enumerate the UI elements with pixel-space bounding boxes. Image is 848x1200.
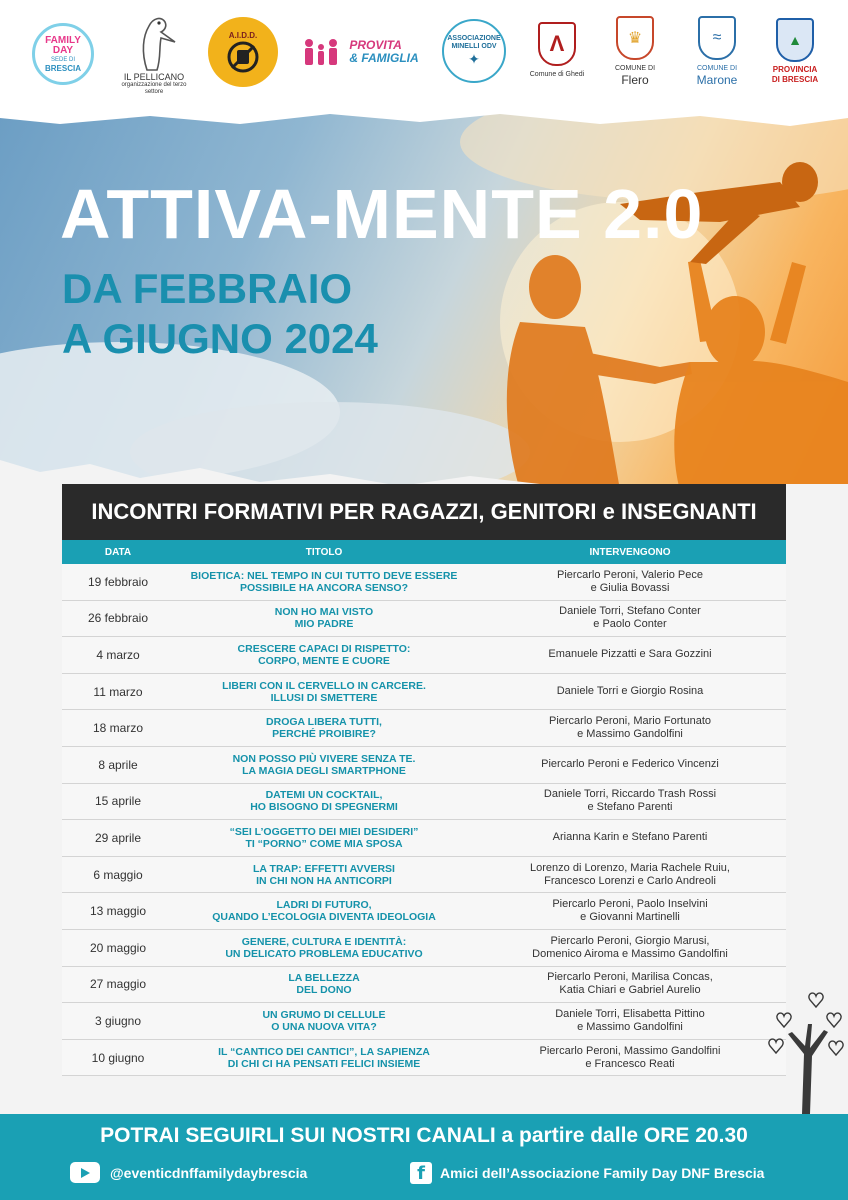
footer-announcement: POTRAI SEGUIRLI SUI NOSTRI CANALI a partire dalle ORE 20.30 bbox=[100, 1124, 748, 1147]
row-date: 6 maggio bbox=[93, 867, 143, 882]
marone-line2: Marone bbox=[696, 72, 738, 87]
provita-logo bbox=[298, 30, 422, 74]
row-title bbox=[174, 1046, 474, 1070]
marone-logo bbox=[684, 8, 750, 94]
row-title-line1: UN GRUMO DI CELLULE bbox=[262, 1008, 386, 1021]
row-title-line1: LIBERI CON IL CERVELLO IN CARCERE. bbox=[222, 679, 426, 692]
row-speakers-line2: Domenico Airoma e Massimo Gandolfini bbox=[532, 947, 728, 960]
row-speakers-line1: Piercarlo Peroni, Paolo Inselvini bbox=[552, 898, 708, 911]
row-speakers-line1: Daniele Torri, Elisabetta Pittino bbox=[555, 1007, 705, 1020]
row-title-line2: ILLUSI DI SMETTERE bbox=[270, 691, 378, 704]
row-title bbox=[174, 936, 474, 960]
row-speakers-line2: e Massimo Gandolfini bbox=[577, 1020, 683, 1033]
row-title-line2: QUANDO L’ECOLOGIA DIVENTA IDEOLOGIA bbox=[212, 911, 436, 924]
row-title bbox=[174, 680, 474, 704]
provincia-line2: DI BRESCIA bbox=[771, 74, 819, 84]
row-speakers bbox=[474, 1008, 786, 1034]
row-title-line2: DEL DONO bbox=[296, 984, 352, 997]
pellicano-logo bbox=[110, 6, 198, 102]
date-range-line1: DA FEBBRAIO bbox=[62, 265, 353, 312]
table-row bbox=[62, 967, 786, 1004]
row-speakers bbox=[474, 569, 786, 595]
ghedi-logo bbox=[524, 8, 590, 94]
row-title-line1: NON HO MAI VISTO bbox=[274, 606, 374, 619]
row-speakers-line1: Daniele Torri, Riccardo Trash Rossi bbox=[543, 788, 717, 801]
header-speakers: INTERVENGONO bbox=[589, 546, 671, 558]
row-date: 19 febbraio bbox=[87, 574, 149, 589]
logos-bar bbox=[0, 0, 848, 112]
row-speakers-line1: Piercarlo Peroni e Federico Vincenzi bbox=[541, 758, 719, 771]
row-speakers bbox=[474, 685, 786, 698]
row-title-line2: MIO PADRE bbox=[294, 618, 354, 631]
row-speakers bbox=[474, 971, 786, 997]
aidd-logo bbox=[207, 14, 279, 90]
row-title-line2: CORPO, MENTE E CUORE bbox=[258, 654, 390, 667]
hero-banner bbox=[0, 112, 848, 490]
row-title-line1: DATEMI UN COCKTAIL, bbox=[265, 789, 383, 802]
row-title-line2: O UNA NUOVA VITA? bbox=[271, 1020, 377, 1033]
table-row bbox=[62, 820, 786, 857]
row-speakers-line2: e Stefano Parenti bbox=[587, 801, 673, 814]
row-speakers bbox=[474, 715, 786, 741]
row-title bbox=[174, 826, 474, 850]
row-date: 8 aprile bbox=[98, 757, 138, 772]
header-date: DATA bbox=[104, 546, 132, 558]
facebook-link[interactable] bbox=[410, 1162, 764, 1184]
row-speakers-line2: e Giulia Bovassi bbox=[590, 581, 670, 594]
row-speakers-line1: Daniele Torri, Stefano Conter bbox=[559, 605, 701, 618]
minelli-line2: MINELLI ODV bbox=[451, 42, 497, 50]
row-date: 13 maggio bbox=[89, 904, 147, 919]
row-title-line1: NON POSSO PIÙ VIVERE SENZA TE. bbox=[232, 752, 416, 765]
row-title-line2: TI “PORNO” COME MIA SPOSA bbox=[245, 837, 403, 850]
row-speakers bbox=[474, 1045, 786, 1071]
family-day-logo bbox=[30, 14, 96, 94]
row-title-line2: POSSIBILE HA ANCORA SENSO? bbox=[239, 581, 408, 594]
row-title bbox=[174, 570, 474, 594]
row-speakers bbox=[474, 898, 786, 924]
table-row bbox=[62, 747, 786, 784]
row-speakers-line1: Daniele Torri e Giorgio Rosina bbox=[556, 685, 704, 698]
marone-crest-icon: ≈ bbox=[698, 16, 736, 60]
row-title bbox=[174, 753, 474, 777]
header-title: TITOLO bbox=[305, 546, 343, 558]
row-speakers-line1: Piercarlo Peroni, Giorgio Marusi, bbox=[550, 934, 710, 947]
table-row bbox=[62, 564, 786, 601]
marone-line1: COMUNE DI bbox=[696, 64, 738, 72]
row-speakers bbox=[474, 788, 786, 814]
family-day-line4: BRESCIA bbox=[44, 63, 81, 73]
row-title-line1: LA TRAP: EFFETTI AVVERSI bbox=[253, 862, 395, 875]
row-speakers-line2: e Paolo Conter bbox=[593, 618, 667, 631]
facebook-icon: f bbox=[410, 1162, 432, 1184]
row-speakers-line2: e Giovanni Martinelli bbox=[580, 911, 680, 924]
row-title bbox=[174, 1009, 474, 1033]
row-date: 10 giugno bbox=[91, 1050, 145, 1065]
row-speakers-line1: Lorenzo di Lorenzo, Maria Rachele Ruiu, bbox=[530, 861, 730, 874]
row-title-line1: LADRI DI FUTURO, bbox=[276, 899, 372, 912]
row-speakers bbox=[474, 605, 786, 631]
row-title bbox=[174, 716, 474, 740]
family-day-line2: DAY bbox=[52, 44, 74, 56]
torn-edge-top bbox=[0, 106, 848, 132]
minelli-line1: ASSOCIAZIONE bbox=[447, 34, 501, 42]
provincia-logo bbox=[762, 8, 828, 94]
row-date: 15 aprile bbox=[94, 794, 142, 809]
pellicano-name: IL PELLICANO bbox=[123, 72, 185, 82]
ghedi-name: Comune di Ghedi bbox=[529, 71, 585, 78]
row-speakers-line1: Piercarlo Peroni, Mario Fortunato bbox=[548, 715, 711, 728]
row-title-line1: BIOETICA: NEL TEMPO IN CUI TUTTO DEVE ESSERE bbox=[190, 569, 458, 582]
row-speakers-line1: Piercarlo Peroni, Marilisa Concas, bbox=[547, 971, 713, 984]
row-date: 29 aprile bbox=[94, 830, 142, 845]
row-speakers-line2: Katia Chiari e Gabriel Aurelio bbox=[559, 984, 701, 997]
table-banner-text: INCONTRI FORMATIVI PER RAGAZZI, GENITORI e INSEGNANTI bbox=[91, 499, 757, 524]
row-date: 3 giugno bbox=[94, 1013, 142, 1028]
row-title-line2: PERCHÉ PROIBIRE? bbox=[272, 728, 376, 741]
youtube-link[interactable] bbox=[70, 1162, 307, 1183]
facebook-page: Amici dell’Associazione Family Day DNF Brescia bbox=[440, 1165, 765, 1181]
row-title-line1: LA BELLEZZA bbox=[288, 972, 360, 985]
family-day-line1: FAMILY bbox=[45, 34, 81, 46]
aidd-name: A.I.D.D. bbox=[228, 30, 258, 40]
table-row bbox=[62, 674, 786, 711]
row-title-line2: HO BISOGNO DI SPEGNERMI bbox=[250, 801, 398, 814]
flero-logo bbox=[604, 8, 666, 94]
table-row bbox=[62, 1003, 786, 1040]
family-icon bbox=[301, 37, 345, 67]
table-header bbox=[62, 540, 786, 564]
row-speakers-line2: Francesco Lorenzi e Carlo Andreoli bbox=[544, 874, 716, 887]
row-title-line1: IL “CANTICO DEI CANTICI”, LA SAPIENZA bbox=[218, 1045, 430, 1058]
table-banner bbox=[62, 484, 786, 540]
row-title bbox=[174, 863, 474, 887]
provita-line1: PROVITA bbox=[349, 38, 402, 52]
provincia-line1: PROVINCIA bbox=[772, 64, 818, 74]
provita-line2: & FAMIGLIA bbox=[349, 51, 419, 65]
provincia-crest-icon: ▲ bbox=[776, 18, 814, 62]
flero-line2: Flero bbox=[621, 72, 649, 87]
row-date: 20 maggio bbox=[89, 940, 147, 955]
row-speakers-line1: Piercarlo Peroni, Valerio Pece bbox=[557, 568, 703, 581]
youtube-handle: @eventicdnffamilydaybrescia bbox=[110, 1164, 308, 1181]
row-speakers-line1: Emanuele Pizzatti e Sara Gozzini bbox=[548, 648, 712, 661]
row-title-line2: UN DELICATO PROBLEMA EDUCATIVO bbox=[225, 947, 423, 960]
table-row bbox=[62, 784, 786, 821]
row-date: 27 maggio bbox=[89, 977, 147, 992]
row-speakers bbox=[474, 831, 786, 844]
row-title bbox=[174, 789, 474, 813]
row-date: 26 febbraio bbox=[87, 611, 149, 626]
row-title bbox=[174, 899, 474, 923]
pellicano-sub: organizzazione del terzo settore bbox=[121, 82, 187, 95]
ghedi-crest-icon: Λ bbox=[538, 22, 576, 66]
row-date: 11 marzo bbox=[93, 684, 143, 699]
schedule-table bbox=[62, 564, 786, 1076]
row-speakers bbox=[474, 648, 786, 661]
dove-icon: ✦ bbox=[468, 50, 480, 67]
row-speakers-line1: Piercarlo Peroni, Massimo Gandolfini bbox=[539, 1044, 721, 1057]
row-title-line1: GENERE, CULTURA E IDENTITÀ: bbox=[241, 935, 407, 948]
page-title: ATTIVA-MENTE 2.0 bbox=[60, 175, 704, 253]
row-title bbox=[174, 643, 474, 667]
row-speakers-line2: e Francesco Reati bbox=[585, 1057, 675, 1070]
table-row bbox=[62, 857, 786, 894]
table-row bbox=[62, 637, 786, 674]
row-speakers bbox=[474, 758, 786, 771]
row-date: 18 marzo bbox=[92, 721, 144, 736]
minelli-logo bbox=[440, 16, 508, 86]
youtube-icon bbox=[70, 1162, 100, 1183]
row-speakers bbox=[474, 935, 786, 961]
footer bbox=[0, 1114, 848, 1200]
row-title-line1: DROGA LIBERA TUTTI, bbox=[266, 716, 382, 729]
table-row bbox=[62, 601, 786, 638]
row-title-line1: “SEI L’OGGETTO DEI MIEI DESIDERI” bbox=[229, 825, 419, 838]
row-title-line2: IN CHI NON HA ANTICORPI bbox=[256, 874, 392, 887]
date-range bbox=[62, 264, 378, 364]
row-title-line2: LA MAGIA DEGLI SMARTPHONE bbox=[242, 764, 406, 777]
row-title bbox=[174, 606, 474, 630]
flero-line1: COMUNE DI bbox=[614, 64, 656, 72]
row-title bbox=[174, 972, 474, 996]
table-row bbox=[62, 893, 786, 930]
row-title-line2: DI CHI CI HA PENSATI FELICI INSIEME bbox=[227, 1057, 421, 1070]
row-speakers-line2: e Massimo Gandolfini bbox=[577, 728, 683, 741]
table-row bbox=[62, 710, 786, 747]
table-row bbox=[62, 1040, 786, 1077]
tree-decoration bbox=[758, 984, 848, 1114]
row-speakers bbox=[474, 862, 786, 888]
row-title-line1: CRESCERE CAPACI DI RISPETTO: bbox=[237, 642, 411, 655]
no-plug-icon bbox=[226, 40, 260, 74]
family-day-line3: SEDE DI bbox=[50, 56, 75, 63]
date-range-line2: A GIUGNO 2024 bbox=[62, 315, 378, 362]
table-row bbox=[62, 930, 786, 967]
row-speakers-line1: Arianna Karin e Stefano Parenti bbox=[552, 831, 708, 844]
flero-crest-icon: ♛ bbox=[616, 16, 654, 60]
row-date: 4 marzo bbox=[96, 647, 140, 662]
pelican-icon bbox=[127, 12, 181, 72]
